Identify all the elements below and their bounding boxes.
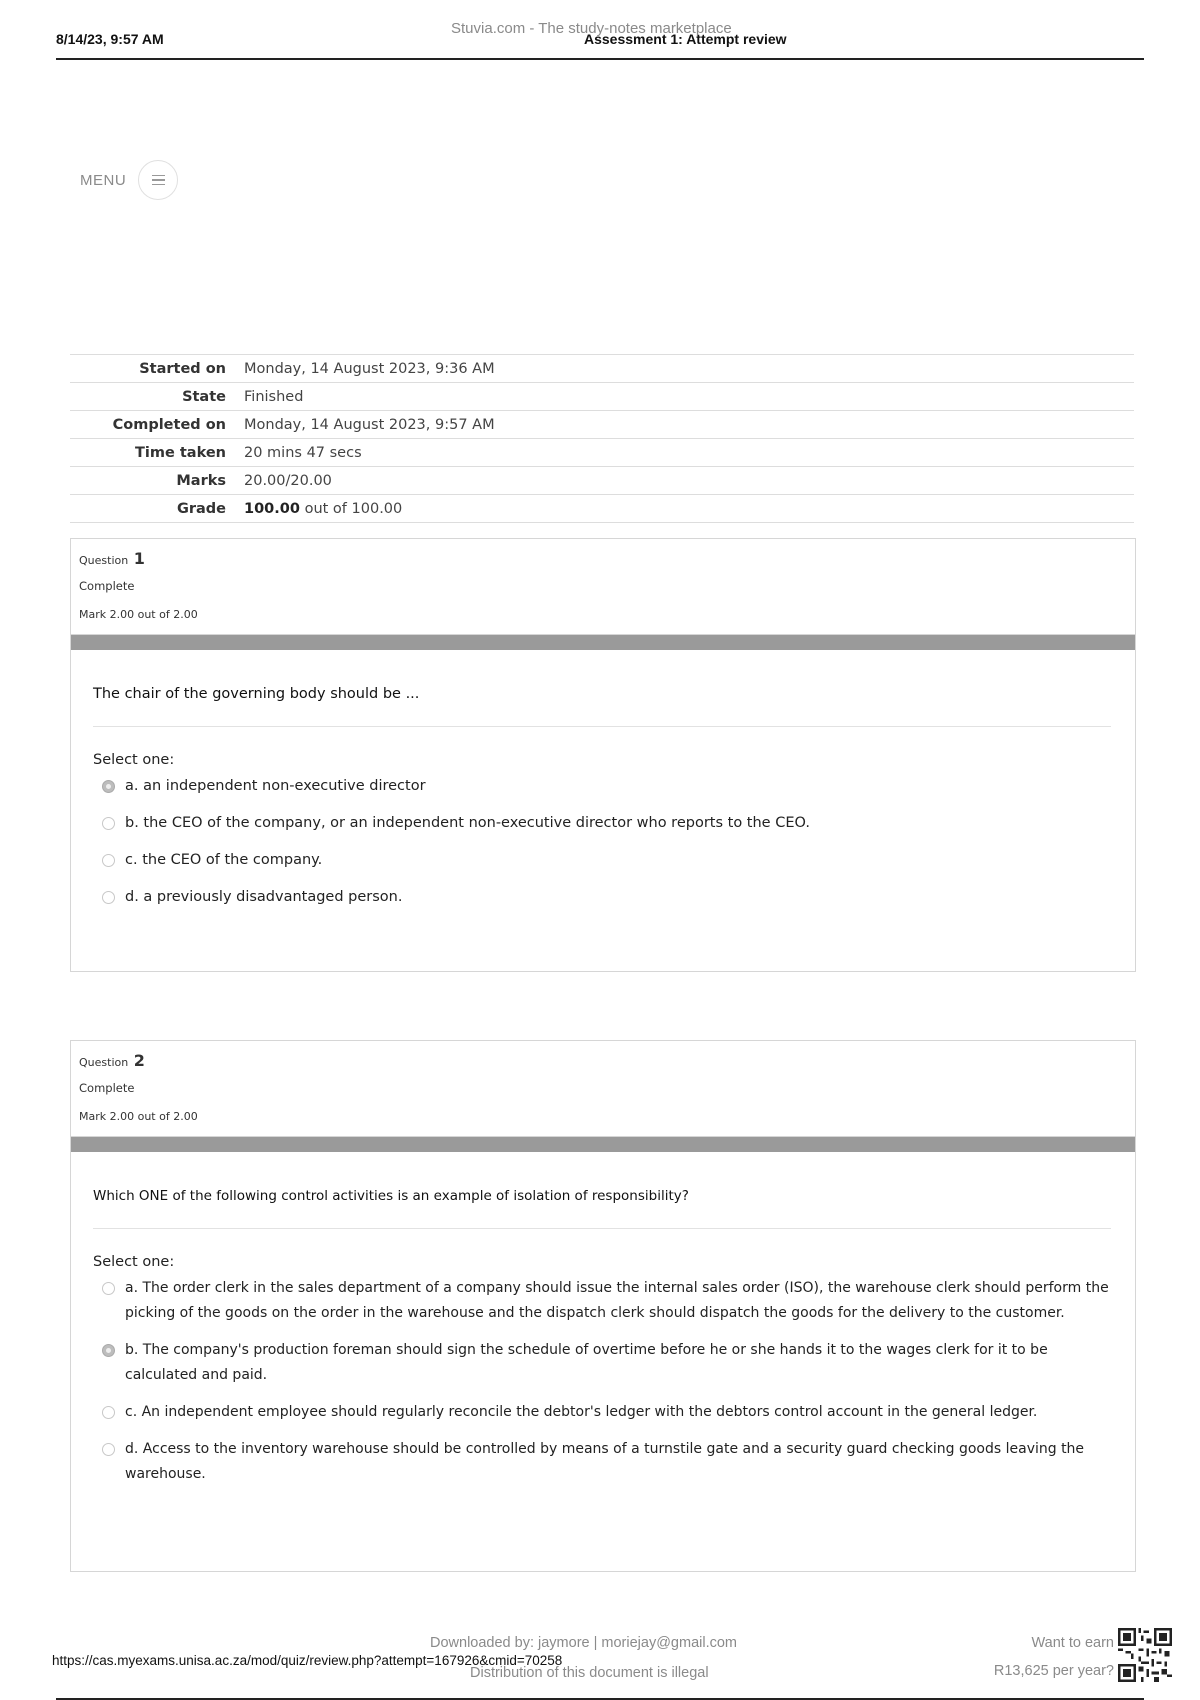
radio-selected[interactable] xyxy=(102,1344,115,1357)
question-body xyxy=(71,1152,1135,1487)
summary-row-state xyxy=(70,383,1134,411)
question-number: Question 2 xyxy=(79,1051,145,1070)
radio[interactable] xyxy=(102,1282,115,1295)
question-header-bar xyxy=(71,1137,1135,1152)
earn-promo-line-1[interactable]: Want to earn xyxy=(1031,1635,1114,1651)
summary-label: Completed on xyxy=(112,416,226,433)
summary-label: Marks xyxy=(176,472,226,489)
stuvia-watermark: Stuvia.com - The study-notes marketplace xyxy=(451,20,732,37)
answer-option-a[interactable]: a. an independent non-executive director xyxy=(93,774,1111,799)
hamburger-icon[interactable] xyxy=(138,160,178,200)
print-date: 8/14/23, 9:57 AM xyxy=(56,31,164,47)
question-card-2 xyxy=(70,1040,1136,1572)
radio[interactable] xyxy=(102,1406,115,1419)
radio-selected[interactable] xyxy=(102,780,115,793)
menu-toggle[interactable] xyxy=(80,160,178,200)
summary-value xyxy=(244,501,402,517)
answer-option-d[interactable]: d. a previously disadvantaged person. xyxy=(93,885,1111,910)
answer-option-b[interactable]: b. the CEO of the company, or an independent non-executive director who reports to the CEO. xyxy=(93,811,1111,836)
question-mark: Mark 2.00 out of 2.00 xyxy=(79,1110,198,1123)
question-state: Complete xyxy=(79,579,135,593)
answer-options xyxy=(93,1276,1111,1487)
summary-row-time-taken xyxy=(70,439,1134,467)
qr-code-icon[interactable] xyxy=(1118,1628,1172,1682)
earn-promo-line-2[interactable]: R13,625 per year? xyxy=(993,1663,1114,1679)
summary-label: Started on xyxy=(139,360,226,377)
select-one-label: Select one: xyxy=(93,1254,175,1270)
grade-out-of: out of 100.00 xyxy=(299,500,403,517)
summary-value: Finished xyxy=(244,388,304,405)
attempt-summary-table xyxy=(70,354,1134,523)
answer-option-a[interactable]: a. The order clerk in the sales department of a company should issue the internal sales order (ISO), the warehouse clerk should perform the picking of the goods on the order in the warehouse and the dispatch clerk should dispatch the goods for the delivery to the customer. xyxy=(93,1276,1111,1326)
summary-value: Monday, 14 August 2023, 9:36 AM xyxy=(244,360,495,377)
question-body xyxy=(71,650,1135,910)
summary-row-grade xyxy=(70,495,1134,523)
summary-row-completed xyxy=(70,411,1134,439)
radio[interactable] xyxy=(102,891,115,904)
question-info xyxy=(71,539,1135,635)
summary-label: State xyxy=(182,388,226,405)
question-text: Which ONE of the following control activities is an example of isolation of responsibility? xyxy=(93,1152,1111,1229)
summary-label: Time taken xyxy=(135,444,226,461)
downloaded-by: Downloaded by: jaymore | moriejay@gmail.com xyxy=(430,1635,737,1651)
answer-option-b[interactable]: b. The company's production foreman should sign the schedule of overtime before he or she hands it to the wages clerk for it to be calculated and paid. xyxy=(93,1338,1111,1388)
answer-option-d[interactable]: d. Access to the inventory warehouse should be controlled by means of a turnstile gate and a security guard checking goods leaving the warehouse. xyxy=(93,1437,1111,1487)
answer-options xyxy=(93,774,1111,910)
question-card-1 xyxy=(70,538,1136,972)
select-one-label: Select one: xyxy=(93,752,175,768)
summary-row-marks xyxy=(70,467,1134,495)
question-info xyxy=(71,1041,1135,1137)
radio[interactable] xyxy=(102,817,115,830)
summary-label: Grade xyxy=(176,500,226,517)
print-header xyxy=(56,20,1144,60)
menu-label: MENU xyxy=(80,171,127,189)
summary-value: Monday, 14 August 2023, 9:57 AM xyxy=(244,416,495,433)
summary-value: 20.00/20.00 xyxy=(244,472,332,489)
grade-value: 100.00 xyxy=(244,500,300,517)
answer-option-c[interactable]: c. the CEO of the company. xyxy=(93,848,1111,873)
radio[interactable] xyxy=(102,854,115,867)
answer-option-c[interactable]: c. An independent employee should regularly reconcile the debtor's ledger with the debtors control account in the general ledger. xyxy=(93,1400,1111,1425)
page-url[interactable]: https://cas.myexams.unisa.ac.za/mod/quiz/review.php?attempt=167926&cmid=70258 xyxy=(52,1653,563,1668)
print-footer xyxy=(0,1620,1200,1700)
page-title: Assessment 1: Attempt review xyxy=(584,31,787,47)
question-mark: Mark 2.00 out of 2.00 xyxy=(79,608,198,621)
question-text: The chair of the governing body should be ... xyxy=(93,650,1111,727)
question-header-bar xyxy=(71,635,1135,650)
summary-value: 20 mins 47 secs xyxy=(244,444,362,461)
summary-row-started xyxy=(70,355,1134,383)
radio[interactable] xyxy=(102,1443,115,1456)
distribution-notice: Distribution of this document is illegal xyxy=(470,1665,709,1681)
question-state: Complete xyxy=(79,1081,135,1095)
question-number: Question 1 xyxy=(79,549,145,568)
